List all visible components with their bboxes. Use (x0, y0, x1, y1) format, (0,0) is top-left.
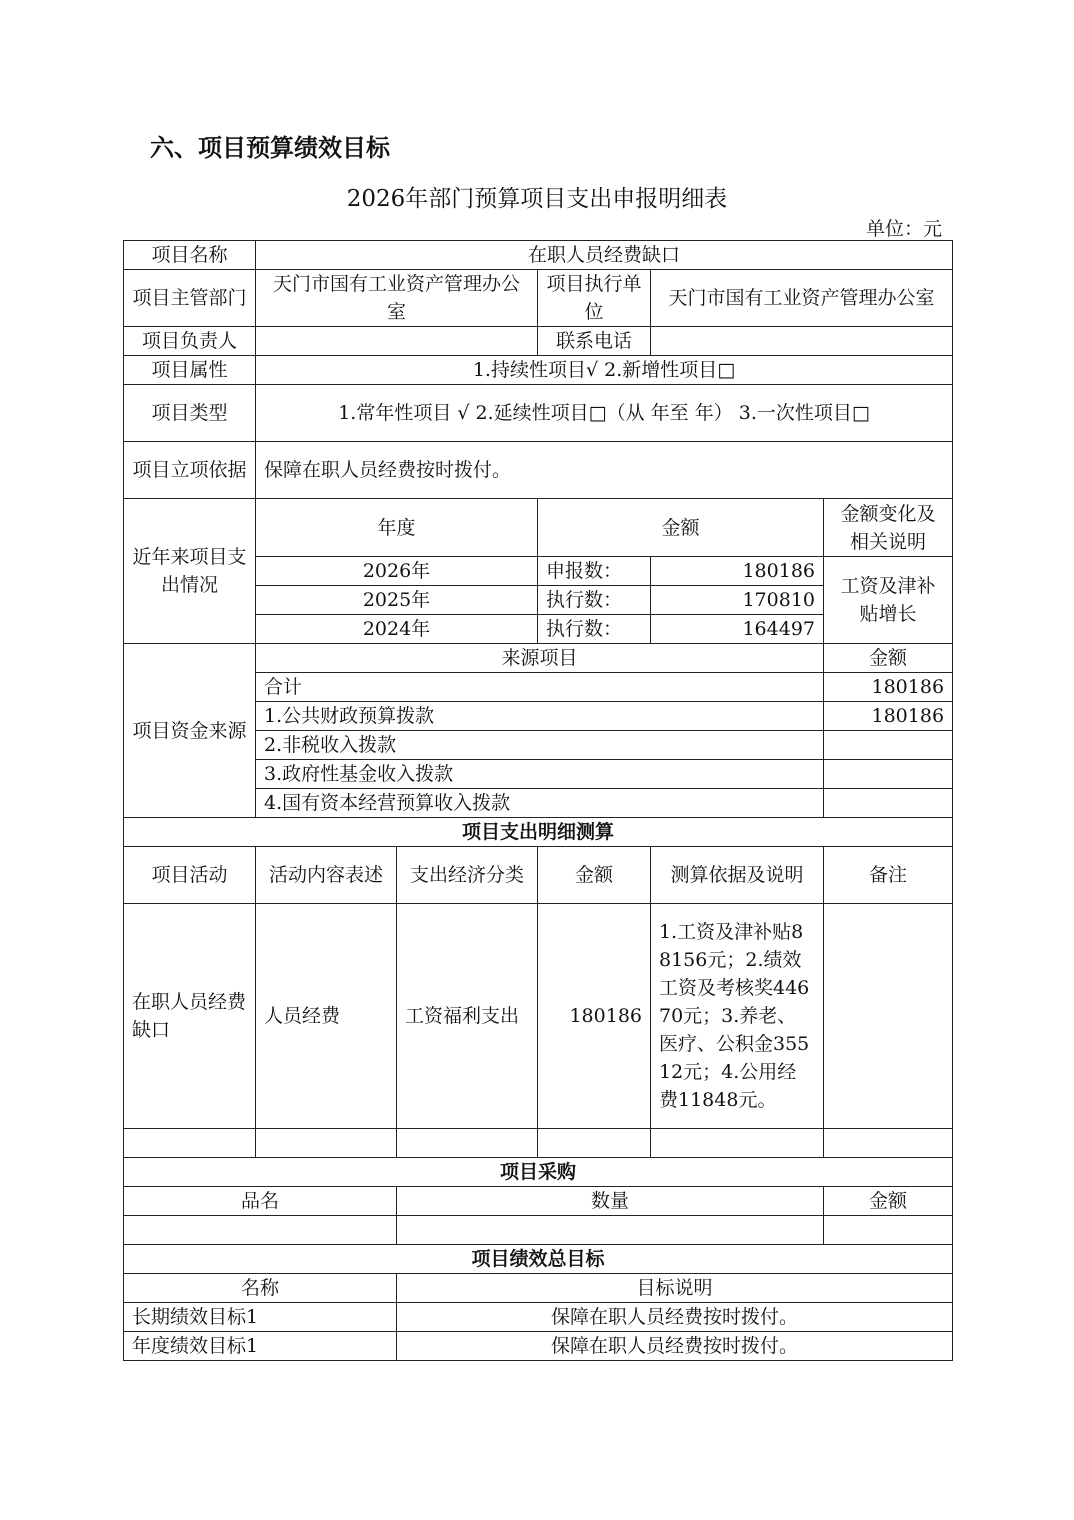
history-year: 2025年 (256, 586, 538, 615)
history-amount: 180186 (651, 557, 824, 586)
row-detail-header (124, 847, 953, 904)
row-owner (124, 327, 953, 356)
funding-source: 1.公共财政预算拨款 (256, 702, 824, 731)
table-row (124, 1303, 953, 1332)
budget-table (123, 240, 953, 1361)
history-amount: 170810 (651, 586, 824, 615)
funding-amount: 180186 (824, 702, 953, 731)
funding-source: 合计 (256, 673, 824, 702)
detail-header-category: 支出经济分类 (397, 847, 538, 904)
history-amount-header: 金额 (538, 499, 824, 557)
phone-label: 联系电话 (538, 327, 651, 356)
funding-source: 2.非税收入拨款 (256, 731, 824, 760)
section-heading: 六、项目预算绩效目标 (150, 134, 390, 162)
detail-header-activity: 项目活动 (124, 847, 256, 904)
performance-desc: 保障在职人员经费按时拨付。 (397, 1332, 953, 1361)
performance-name: 年度绩效目标1 (124, 1332, 397, 1361)
history-year: 2024年 (256, 615, 538, 644)
detail-activity: 在职人员经费缺口 (124, 904, 256, 1129)
row-type (124, 385, 953, 442)
table-row (124, 904, 953, 1129)
history-amount: 164497 (651, 615, 824, 644)
row-performance-title (124, 1245, 953, 1274)
detail-amount: 180186 (538, 904, 651, 1129)
dept-label: 项目主管部门 (124, 270, 256, 327)
owner-label: 项目负责人 (124, 327, 256, 356)
detail-header-amount: 金额 (538, 847, 651, 904)
row-funding-header (124, 644, 953, 673)
performance-section-title: 项目绩效总目标 (124, 1245, 953, 1274)
exec-unit-value: 天门市国有工业资产管理办公室 (651, 270, 953, 327)
detail-section-title: 项目支出明细测算 (124, 818, 953, 847)
basis-label: 项目立项依据 (124, 442, 256, 499)
table-row (124, 1332, 953, 1361)
history-kind: 执行数： (538, 615, 651, 644)
table-row (124, 1216, 953, 1245)
history-kind: 执行数： (538, 586, 651, 615)
funding-amount (824, 789, 953, 818)
attribute-label: 项目属性 (124, 356, 256, 385)
row-performance-header (124, 1274, 953, 1303)
phone-value (651, 327, 953, 356)
procurement-header-item: 品名 (124, 1187, 397, 1216)
row-basis (124, 442, 953, 499)
funding-label: 项目资金来源 (124, 644, 256, 818)
row-detail-title (124, 818, 953, 847)
unit-label: 单位：元 (865, 218, 942, 240)
detail-content: 人员经费 (256, 904, 397, 1129)
history-note-header: 金额变化及相关说明 (824, 499, 953, 557)
funding-source: 3.政府性基金收入拨款 (256, 760, 824, 789)
exec-unit-label: 项目执行单位 (538, 270, 651, 327)
procurement-header-amount: 金额 (824, 1187, 953, 1216)
basis-value: 保障在职人员经费按时拨付。 (256, 442, 953, 499)
project-name-value: 在职人员经费缺口 (256, 241, 953, 270)
funding-amount (824, 731, 953, 760)
performance-desc: 保障在职人员经费按时拨付。 (397, 1303, 953, 1332)
procurement-section-title: 项目采购 (124, 1158, 953, 1187)
funding-amount-header: 金额 (824, 644, 953, 673)
funding-amount (824, 760, 953, 789)
funding-source: 4.国有资本经营预算收入拨款 (256, 789, 824, 818)
row-dept (124, 270, 953, 327)
project-name-label: 项目名称 (124, 241, 256, 270)
owner-value (256, 327, 538, 356)
history-kind: 申报数： (538, 557, 651, 586)
detail-category: 工资福利支出 (397, 904, 538, 1129)
detail-note (824, 904, 953, 1129)
attribute-value: 1.持续性项目√ 2.新增性项目□ (256, 356, 953, 385)
dept-value: 天门市国有工业资产管理办公室 (256, 270, 538, 327)
row-history-header (124, 499, 953, 557)
performance-name: 长期绩效目标1 (124, 1303, 397, 1332)
performance-header-name: 名称 (124, 1274, 397, 1303)
row-attribute (124, 356, 953, 385)
funding-source-header: 来源项目 (256, 644, 824, 673)
table-row (124, 1129, 953, 1158)
row-procurement-header (124, 1187, 953, 1216)
detail-header-basis: 测算依据及说明 (651, 847, 824, 904)
row-procurement-title (124, 1158, 953, 1187)
funding-amount: 180186 (824, 673, 953, 702)
history-note: 工资及津补贴增长 (824, 557, 953, 644)
type-label: 项目类型 (124, 385, 256, 442)
history-label: 近年来项目支出情况 (124, 499, 256, 644)
performance-header-desc: 目标说明 (397, 1274, 953, 1303)
table-title: 2026年部门预算项目支出申报明细表 (346, 186, 728, 212)
history-year-header: 年度 (256, 499, 538, 557)
detail-basis: 1.工资及津补贴88156元；2.绩效工资及考核奖44670元；3.养老、医疗、公积金35512元；4.公用经费11848元。 (651, 904, 824, 1129)
row-project-name (124, 241, 953, 270)
detail-header-content: 活动内容表述 (256, 847, 397, 904)
procurement-header-quantity: 数量 (397, 1187, 824, 1216)
detail-header-note: 备注 (824, 847, 953, 904)
type-value: 1.常年性项目 √ 2.延续性项目□（从 年至 年） 3.一次性项目□ (256, 385, 953, 442)
history-year: 2026年 (256, 557, 538, 586)
